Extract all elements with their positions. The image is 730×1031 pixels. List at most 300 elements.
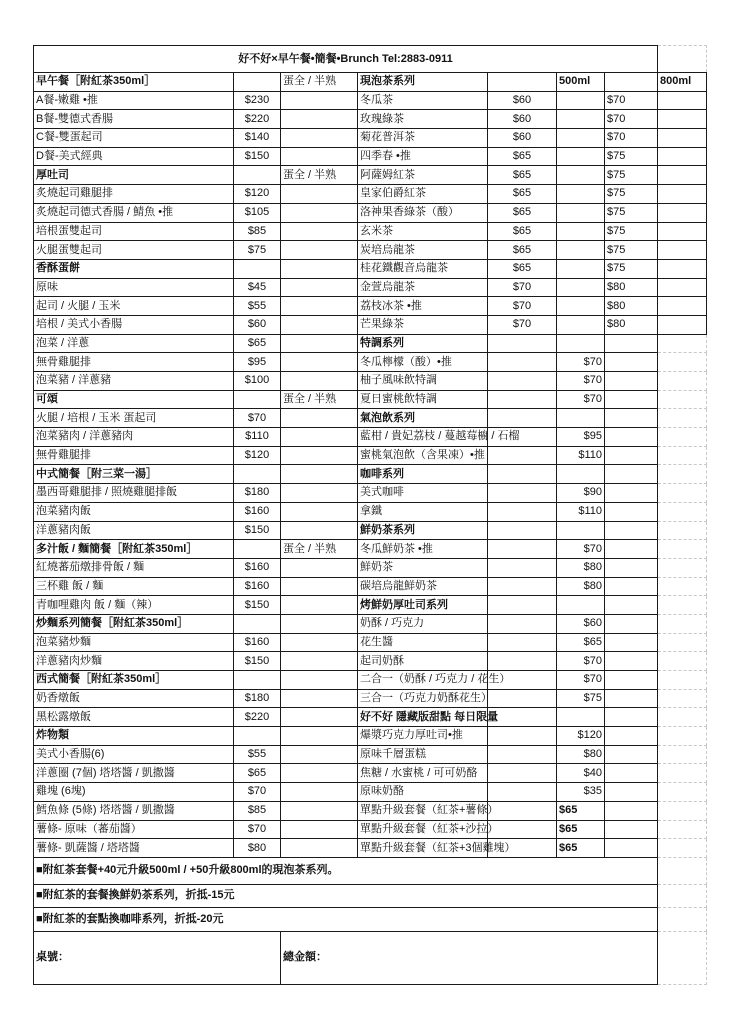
section-header: 早午餐［附紅茶350ml］ xyxy=(34,73,234,92)
menu-row xyxy=(34,484,707,503)
empty-cell xyxy=(605,820,658,839)
item-price: $55 xyxy=(234,745,281,764)
item-price: $220 xyxy=(234,110,281,129)
item-price: $150 xyxy=(234,596,281,615)
empty-cell xyxy=(281,334,358,353)
price-500ml: $60 xyxy=(488,91,557,110)
menu-row xyxy=(34,745,707,764)
upgrade-combo-price: $65 xyxy=(557,839,605,858)
empty-cell xyxy=(658,297,707,316)
empty-cell xyxy=(605,652,658,671)
empty-cell xyxy=(281,577,358,596)
item-name: D餐-美式經典 xyxy=(34,147,234,166)
empty-cell xyxy=(658,801,707,820)
item-name: A餐-嫩雞 •推 xyxy=(34,91,234,110)
section-header: 烤鮮奶厚吐司系列 xyxy=(358,596,488,615)
empty-cell xyxy=(281,203,358,222)
empty-cell xyxy=(658,614,707,633)
section-header: 好不好 隱藏版甜點 每日限量 xyxy=(358,708,488,727)
upgrade-combo-name: 單點升級套餐（紅茶+薯條） xyxy=(358,801,488,820)
menu-row xyxy=(34,297,707,316)
empty-cell xyxy=(605,390,658,409)
empty-cell xyxy=(605,558,658,577)
menu-row xyxy=(34,428,707,447)
drink-name: 芒果綠茶 xyxy=(358,315,488,334)
item-price: $105 xyxy=(234,203,281,222)
section-header: 厚吐司 xyxy=(34,166,234,185)
dessert-price: $40 xyxy=(557,764,605,783)
item-name: 火腿蛋雙起司 xyxy=(34,241,234,260)
price-500ml: $65 xyxy=(488,185,557,204)
empty-cell xyxy=(605,764,658,783)
drink-name: 洛神果香綠茶（酸） xyxy=(358,203,488,222)
item-price: $70 xyxy=(234,409,281,428)
empty-cell xyxy=(488,783,557,802)
empty-cell xyxy=(281,558,358,577)
milk-tea-swap-note: ■附紅茶的套餐換鮮奶茶系列，折抵-15元 xyxy=(34,884,658,907)
item-price: $160 xyxy=(234,633,281,652)
price-800ml: $80 xyxy=(605,278,658,297)
empty-cell xyxy=(281,315,358,334)
upgrade-note: ■附紅茶套餐+40元升級500ml / +50升級800ml的現泡茶系列。 xyxy=(34,857,658,884)
empty-cell xyxy=(281,633,358,652)
empty-cell xyxy=(658,884,707,907)
menu-row xyxy=(34,689,707,708)
empty-cell xyxy=(658,372,707,391)
menu-row xyxy=(34,801,707,820)
menu-row xyxy=(34,783,707,802)
egg-option-label: 蛋全 / 半熟 xyxy=(281,73,358,92)
section-header: 香酥蛋餅 xyxy=(34,259,234,278)
item-price: $45 xyxy=(234,278,281,297)
price-800ml: $75 xyxy=(605,259,658,278)
empty-cell xyxy=(658,147,707,166)
empty-cell xyxy=(281,502,358,521)
item-price: $100 xyxy=(234,372,281,391)
empty-cell xyxy=(557,409,605,428)
menu-row xyxy=(34,278,707,297)
item-price: $80 xyxy=(234,839,281,858)
empty-cell xyxy=(658,334,707,353)
item-name: 泡菜豬肉飯 xyxy=(34,502,234,521)
price-500ml: $70 xyxy=(488,278,557,297)
drink-name: 炭培烏龍茶 xyxy=(358,241,488,260)
empty-cell xyxy=(658,241,707,260)
empty-cell xyxy=(281,708,358,727)
empty-cell xyxy=(658,907,707,931)
price-500ml: $65 xyxy=(488,241,557,260)
drink-price: $70 xyxy=(557,671,605,690)
drink-price: $70 xyxy=(557,372,605,391)
empty-cell xyxy=(605,727,658,746)
price-800ml: $75 xyxy=(605,241,658,260)
empty-cell xyxy=(658,278,707,297)
order-sheet-table xyxy=(33,45,707,985)
menu-row xyxy=(34,614,707,633)
drink-price: $80 xyxy=(557,577,605,596)
empty-cell xyxy=(281,596,358,615)
item-name: 火腿 / 培根 / 玉米 蛋起司 xyxy=(34,409,234,428)
section-header: 咖啡系列 xyxy=(358,465,488,484)
item-name: 墨西哥雞腿排 / 照燒雞腿排飯 xyxy=(34,484,234,503)
empty-cell xyxy=(234,540,281,559)
empty-cell xyxy=(658,727,707,746)
item-price: $220 xyxy=(234,708,281,727)
menu-row xyxy=(34,465,707,484)
empty-cell xyxy=(234,166,281,185)
menu-row xyxy=(34,839,707,858)
empty-cell xyxy=(557,129,605,148)
empty-cell xyxy=(281,764,358,783)
dessert-name: 焦糖 / 水蜜桃 / 可可奶酪 xyxy=(358,764,488,783)
section-header: 氣泡飲系列 xyxy=(358,409,488,428)
empty-cell xyxy=(605,577,658,596)
empty-cell xyxy=(281,484,358,503)
drink-name: 夏日蜜桃飲特調 xyxy=(358,390,488,409)
drink-name: 拿鐵 xyxy=(358,502,488,521)
empty-cell xyxy=(488,484,557,503)
empty-cell xyxy=(557,185,605,204)
empty-cell xyxy=(605,353,658,372)
menu-row xyxy=(34,446,707,465)
drink-price: $70 xyxy=(557,353,605,372)
empty-cell xyxy=(658,259,707,278)
item-name: 泡菜豬 / 洋蔥豬 xyxy=(34,372,234,391)
empty-cell xyxy=(281,839,358,858)
item-name: 炙燒起司雞腿排 xyxy=(34,185,234,204)
empty-cell xyxy=(488,577,557,596)
empty-cell xyxy=(605,409,658,428)
item-name: 無骨雞腿排 xyxy=(34,353,234,372)
empty-cell xyxy=(488,540,557,559)
item-price: $230 xyxy=(234,91,281,110)
empty-cell xyxy=(234,259,281,278)
menu-row xyxy=(34,521,707,540)
menu-row xyxy=(34,708,707,727)
empty-cell xyxy=(488,764,557,783)
drink-name: 起司奶酥 xyxy=(358,652,488,671)
item-name: 炙燒起司德式香腸 / 鯖魚 •推 xyxy=(34,203,234,222)
price-800ml: $75 xyxy=(605,166,658,185)
item-price: $120 xyxy=(234,185,281,204)
section-header: 可頌 xyxy=(34,390,234,409)
item-name: 三杯雞 飯 / 麵 xyxy=(34,577,234,596)
empty-cell xyxy=(488,465,557,484)
item-name: 薯條- 凱薩醬 / 塔塔醬 xyxy=(34,839,234,858)
drink-name: 冬瓜鮮奶茶 •推 xyxy=(358,540,488,559)
section-header: 鮮奶茶系列 xyxy=(358,521,488,540)
empty-cell xyxy=(557,521,605,540)
menu-row xyxy=(34,315,707,334)
drink-price: $70 xyxy=(557,390,605,409)
empty-cell xyxy=(281,801,358,820)
item-name: 紅燒蕃茄燉排骨飯 / 麵 xyxy=(34,558,234,577)
empty-cell xyxy=(658,428,707,447)
dessert-name: 原味奶酪 xyxy=(358,783,488,802)
menu-row xyxy=(34,185,707,204)
empty-cell xyxy=(281,297,358,316)
note-row xyxy=(34,884,707,907)
price-800ml: $75 xyxy=(605,147,658,166)
empty-cell xyxy=(488,409,557,428)
empty-cell xyxy=(605,801,658,820)
drink-price: $70 xyxy=(557,540,605,559)
drink-name: 碳培烏龍鮮奶茶 xyxy=(358,577,488,596)
empty-cell xyxy=(281,727,358,746)
empty-cell xyxy=(658,353,707,372)
drink-name: 三合一（巧克力奶酥花生） xyxy=(358,689,488,708)
empty-cell xyxy=(557,334,605,353)
drink-price: $80 xyxy=(557,558,605,577)
drink-price: $90 xyxy=(557,484,605,503)
empty-cell xyxy=(658,521,707,540)
item-name: 雞塊 (6塊) xyxy=(34,783,234,802)
drink-name: 美式咖啡 xyxy=(358,484,488,503)
item-name: 美式小香腸(6) xyxy=(34,745,234,764)
empty-cell xyxy=(658,745,707,764)
drink-name: 藍柑 / 貴妃荔枝 / 蔓越莓櫥 / 石榴 xyxy=(358,428,488,447)
drink-name: 玄米茶 xyxy=(358,222,488,241)
upgrade-combo-price: $65 xyxy=(557,801,605,820)
empty-cell xyxy=(281,147,358,166)
empty-cell xyxy=(557,203,605,222)
price-500ml: $65 xyxy=(488,147,557,166)
empty-cell xyxy=(557,222,605,241)
item-price: $85 xyxy=(234,801,281,820)
empty-cell xyxy=(488,689,557,708)
menu-row xyxy=(34,820,707,839)
empty-cell xyxy=(658,857,707,884)
empty-cell xyxy=(557,465,605,484)
menu-row xyxy=(34,129,707,148)
empty-cell xyxy=(281,241,358,260)
empty-cell xyxy=(488,727,557,746)
menu-row xyxy=(34,222,707,241)
item-price: $150 xyxy=(234,147,281,166)
empty-cell xyxy=(605,465,658,484)
empty-cell xyxy=(281,372,358,391)
empty-cell xyxy=(557,259,605,278)
item-price: $65 xyxy=(234,334,281,353)
empty-cell xyxy=(557,166,605,185)
empty-cell xyxy=(658,484,707,503)
empty-cell xyxy=(605,633,658,652)
dessert-name: 原味千層蛋糕 xyxy=(358,745,488,764)
item-name: 起司 / 火腿 / 玉米 xyxy=(34,297,234,316)
empty-cell xyxy=(281,446,358,465)
item-price: $150 xyxy=(234,652,281,671)
menu-row xyxy=(34,558,707,577)
drink-name: 柚子風味飲特調 xyxy=(358,372,488,391)
price-500ml: $65 xyxy=(488,259,557,278)
empty-cell xyxy=(488,446,557,465)
empty-cell xyxy=(281,671,358,690)
empty-cell xyxy=(658,129,707,148)
empty-cell xyxy=(557,110,605,129)
menu-row xyxy=(34,91,707,110)
empty-cell xyxy=(234,727,281,746)
item-name: 鱈魚條 (5條) 塔塔醬 / 凱撒醬 xyxy=(34,801,234,820)
item-price: $180 xyxy=(234,484,281,503)
item-price: $85 xyxy=(234,222,281,241)
empty-cell xyxy=(658,540,707,559)
empty-cell xyxy=(658,502,707,521)
empty-cell xyxy=(557,297,605,316)
empty-cell xyxy=(234,73,281,92)
empty-cell xyxy=(605,689,658,708)
empty-cell xyxy=(281,222,358,241)
item-price: $70 xyxy=(234,820,281,839)
item-name: 洋蔥豬肉炒麵 xyxy=(34,652,234,671)
empty-cell xyxy=(557,147,605,166)
dessert-price: $80 xyxy=(557,745,605,764)
menu-row xyxy=(34,596,707,615)
empty-cell xyxy=(488,614,557,633)
empty-cell xyxy=(658,91,707,110)
drink-name: 金萱烏龍茶 xyxy=(358,278,488,297)
empty-cell xyxy=(488,745,557,764)
note-row xyxy=(34,907,707,931)
item-name: 洋蔥豬肉飯 xyxy=(34,521,234,540)
empty-cell xyxy=(605,502,658,521)
drink-name: 阿薩姆紅茶 xyxy=(358,166,488,185)
item-price: $160 xyxy=(234,558,281,577)
empty-cell xyxy=(605,334,658,353)
empty-cell xyxy=(605,428,658,447)
drink-name: 冬瓜茶 xyxy=(358,91,488,110)
item-price: $95 xyxy=(234,353,281,372)
price-800ml: $75 xyxy=(605,185,658,204)
empty-cell xyxy=(605,783,658,802)
item-name: 洋蔥圈 (7個) 塔塔醬 / 凱撒醬 xyxy=(34,764,234,783)
drink-name: 奶酥 / 巧克力 xyxy=(358,614,488,633)
drink-name: 皇家伯爵紅茶 xyxy=(358,185,488,204)
drink-name: 冬瓜檸檬（酸）•推 xyxy=(358,353,488,372)
empty-cell xyxy=(658,166,707,185)
menu-row xyxy=(34,652,707,671)
drink-price: $60 xyxy=(557,614,605,633)
empty-cell xyxy=(658,820,707,839)
empty-cell xyxy=(281,820,358,839)
dessert-name: 爆漿巧克力厚吐司•推 xyxy=(358,727,488,746)
empty-cell xyxy=(488,502,557,521)
item-price: $65 xyxy=(234,764,281,783)
empty-cell xyxy=(488,652,557,671)
menu-row xyxy=(34,502,707,521)
size-label-800: 800ml xyxy=(658,73,707,92)
empty-cell xyxy=(658,465,707,484)
empty-cell xyxy=(658,390,707,409)
price-800ml: $80 xyxy=(605,297,658,316)
menu-row xyxy=(34,334,707,353)
price-500ml: $70 xyxy=(488,297,557,316)
empty-cell xyxy=(658,185,707,204)
title-row xyxy=(34,46,707,73)
empty-cell xyxy=(605,614,658,633)
item-name: 薯條- 原味（蕃茄醬） xyxy=(34,820,234,839)
empty-cell xyxy=(281,278,358,297)
item-name: 泡菜豬肉 / 洋蔥豬肉 xyxy=(34,428,234,447)
item-name: 泡菜豬炒麵 xyxy=(34,633,234,652)
upgrade-combo-name: 單點升級套餐（紅茶+沙拉） xyxy=(358,820,488,839)
empty-cell xyxy=(234,671,281,690)
section-header: 現泡茶系列 xyxy=(358,73,488,92)
menu-row xyxy=(34,241,707,260)
menu-row xyxy=(34,73,707,92)
menu-row xyxy=(34,671,707,690)
price-800ml: $70 xyxy=(605,129,658,148)
section-header: 炒麵系列簡餐［附紅茶350ml］ xyxy=(34,614,234,633)
empty-cell xyxy=(605,708,658,727)
upgrade-combo-price: $65 xyxy=(557,820,605,839)
empty-cell xyxy=(557,91,605,110)
empty-cell xyxy=(658,671,707,690)
drink-price: $75 xyxy=(557,689,605,708)
item-name: 培根蛋雙起司 xyxy=(34,222,234,241)
empty-cell xyxy=(234,390,281,409)
egg-option-label: 蛋全 / 半熟 xyxy=(281,166,358,185)
item-price: $60 xyxy=(234,315,281,334)
empty-cell xyxy=(488,390,557,409)
item-price: $180 xyxy=(234,689,281,708)
menu-row xyxy=(34,409,707,428)
empty-cell xyxy=(281,521,358,540)
order-footer-row xyxy=(34,931,707,984)
price-500ml: $60 xyxy=(488,129,557,148)
egg-option-label: 蛋全 / 半熟 xyxy=(281,390,358,409)
empty-cell xyxy=(605,596,658,615)
empty-cell xyxy=(658,203,707,222)
empty-cell xyxy=(658,577,707,596)
empty-cell xyxy=(281,409,358,428)
empty-cell xyxy=(605,372,658,391)
item-price: $75 xyxy=(234,241,281,260)
drink-name: 蜜桃氣泡飲（含果凍）•推 xyxy=(358,446,488,465)
empty-cell xyxy=(658,596,707,615)
price-800ml: $80 xyxy=(605,315,658,334)
menu-row xyxy=(34,727,707,746)
empty-cell xyxy=(281,614,358,633)
drink-name: 花生醬 xyxy=(358,633,488,652)
empty-cell xyxy=(605,73,658,92)
menu-row xyxy=(34,259,707,278)
empty-cell xyxy=(488,633,557,652)
menu-row xyxy=(34,577,707,596)
empty-cell xyxy=(605,540,658,559)
empty-cell xyxy=(605,745,658,764)
section-header: 特調系列 xyxy=(358,334,488,353)
empty-cell xyxy=(281,689,358,708)
menu-row xyxy=(34,353,707,372)
price-500ml: $65 xyxy=(488,203,557,222)
empty-cell xyxy=(658,222,707,241)
sheet-title: 好不好×早午餐•簡餐•Brunch Tel:2883-0911 xyxy=(34,46,658,73)
item-price: $150 xyxy=(234,521,281,540)
empty-cell xyxy=(605,671,658,690)
empty-cell xyxy=(488,596,557,615)
price-500ml: $65 xyxy=(488,166,557,185)
empty-cell xyxy=(281,353,358,372)
empty-cell xyxy=(658,931,707,984)
menu-row xyxy=(34,633,707,652)
empty-cell xyxy=(658,689,707,708)
drink-name: 桂花鐵觀音烏龍茶 xyxy=(358,259,488,278)
upgrade-combo-name: 單點升級套餐（紅茶+3個雞塊） xyxy=(358,839,488,858)
empty-cell xyxy=(488,73,557,92)
dessert-price: $35 xyxy=(557,783,605,802)
item-price: $160 xyxy=(234,577,281,596)
coffee-swap-note: ■附紅茶的套點換咖啡系列，折抵-20元 xyxy=(34,907,658,931)
